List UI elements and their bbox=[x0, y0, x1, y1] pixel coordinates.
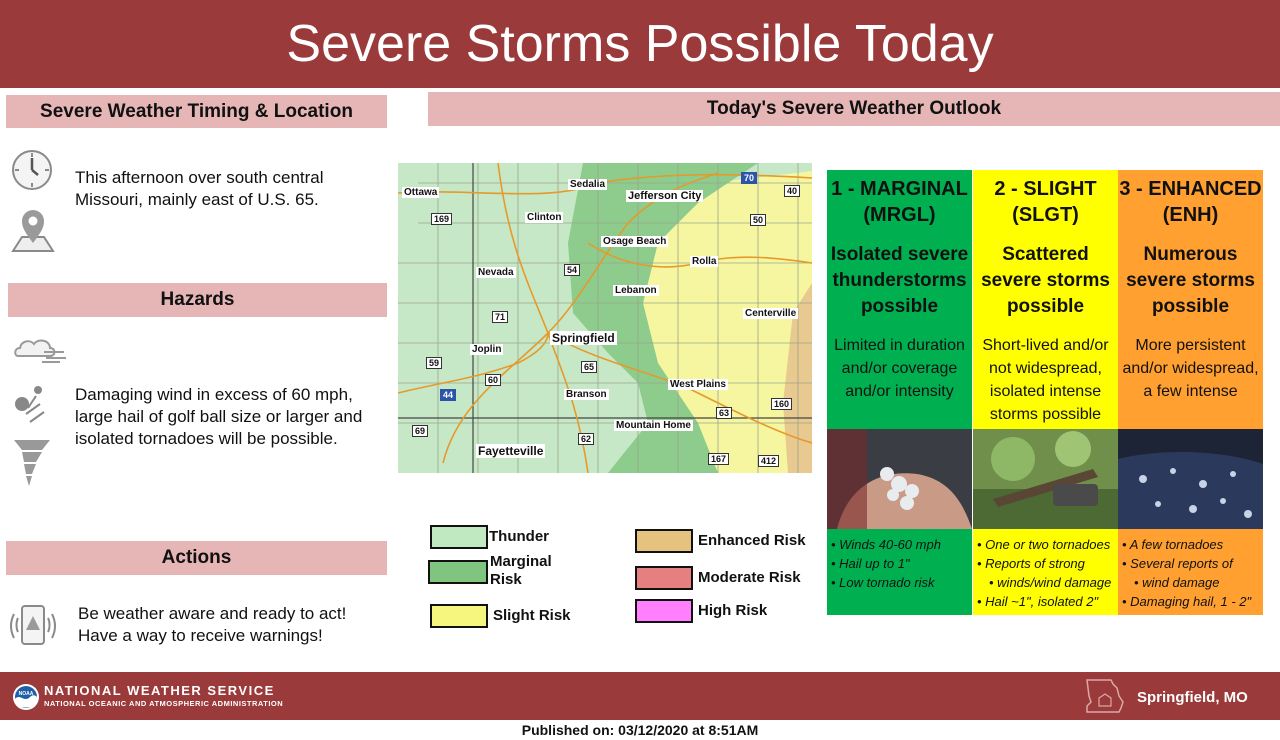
hazards-line-1: Damaging wind in excess of 60 mph, bbox=[75, 385, 353, 404]
timing-line-1: This afternoon over south central bbox=[75, 168, 324, 187]
map-shield-71: 71 bbox=[492, 311, 508, 323]
legend-swatch-slight bbox=[430, 604, 488, 628]
category-marginal-sub-2: and/or coverage bbox=[841, 360, 958, 377]
category-marginal-heading bbox=[827, 176, 972, 228]
category-enhanced-sub-1: More persistent bbox=[1135, 337, 1246, 354]
map-shield-44: 44 bbox=[440, 389, 456, 401]
actions-text bbox=[78, 603, 346, 647]
missouri-map-icon bbox=[1083, 676, 1127, 721]
category-slight-sub-3: isolated intense bbox=[989, 383, 1102, 400]
category-slight-desc-1: Scattered bbox=[1002, 244, 1089, 265]
noaa-logo-icon bbox=[12, 683, 40, 716]
category-enhanced bbox=[1118, 170, 1264, 615]
hail-damaged-car-photo bbox=[1118, 429, 1263, 529]
map-shield-167: 167 bbox=[708, 453, 729, 465]
map-shield-69: 69 bbox=[412, 425, 428, 437]
legend-swatch-enhanced bbox=[635, 529, 693, 553]
category-marginal-desc-2: thunderstorms bbox=[832, 270, 967, 291]
map-shield-412: 412 bbox=[758, 455, 779, 467]
category-slight-bullet-4: • Hail ~1", isolated 2" bbox=[977, 592, 1111, 611]
category-slight-heading bbox=[973, 176, 1118, 228]
office-location: Springfield, MO bbox=[1137, 689, 1248, 706]
map-label-fayetteville: Fayetteville bbox=[478, 444, 544, 458]
map-label-branson: Branson bbox=[566, 389, 607, 400]
category-slight-head-1: 2 - SLIGHT bbox=[994, 178, 1097, 200]
actions-heading: Actions bbox=[6, 541, 387, 575]
map-shield-160: 160 bbox=[771, 398, 792, 410]
phone-alert-icon bbox=[8, 600, 58, 650]
category-slight-bullet-3: • winds/wind damage bbox=[977, 573, 1111, 592]
map-label-springfield: Springfield bbox=[552, 331, 615, 345]
category-slight-bullet-1: • One or two tornadoes bbox=[977, 535, 1111, 554]
map-label-ottawa: Ottawa bbox=[404, 187, 438, 198]
published-date: Published on: 03/12/2020 at 8:51AM bbox=[521, 722, 759, 738]
map-shield-63: 63 bbox=[716, 407, 732, 419]
hazards-heading: Hazards bbox=[8, 283, 387, 317]
outlook-map bbox=[398, 163, 812, 473]
hazards-text bbox=[75, 384, 362, 450]
category-enhanced-sub-3: a few intense bbox=[1143, 383, 1238, 400]
category-marginal-bullets bbox=[827, 535, 941, 592]
legend-label-slight: Slight Risk bbox=[493, 607, 571, 624]
category-enhanced-head-2: (ENH) bbox=[1162, 204, 1219, 226]
footer-bar bbox=[0, 672, 1280, 720]
map-shield-50: 50 bbox=[750, 214, 766, 226]
category-marginal-sub-1: Limited in duration bbox=[834, 337, 965, 354]
map-label-jefferson-city: Jefferson City bbox=[628, 190, 702, 202]
map-label-west-plains: West Plains bbox=[670, 379, 726, 390]
category-slight-bullet-2: • Reports of strong bbox=[977, 554, 1111, 573]
category-enhanced-bullets bbox=[1118, 535, 1251, 611]
map-label-rolla: Rolla bbox=[692, 256, 717, 267]
category-marginal-head-1: 1 - MARGINAL bbox=[831, 178, 968, 200]
category-enhanced-desc-3: possible bbox=[1151, 296, 1230, 317]
category-enhanced-bullet-1: • A few tornadoes bbox=[1122, 535, 1251, 554]
category-slight-sub-2: not widespread, bbox=[989, 360, 1102, 377]
timing-text bbox=[75, 167, 324, 211]
map-shield-60: 60 bbox=[485, 374, 501, 386]
category-slight-detail bbox=[973, 334, 1118, 426]
legend-swatch-marginal bbox=[428, 560, 488, 584]
map-shield-40: 40 bbox=[784, 185, 800, 197]
category-slight bbox=[973, 170, 1119, 615]
hazards-line-2: large hail of golf ball size or larger and bbox=[75, 407, 363, 426]
map-label-sedalia: Sedalia bbox=[570, 179, 606, 190]
map-shield-62: 62 bbox=[578, 433, 594, 445]
fallen-tree-photo bbox=[973, 429, 1118, 529]
category-enhanced-bullet-4: • Damaging hail, 1 - 2" bbox=[1122, 592, 1251, 611]
map-label-centerville: Centerville bbox=[745, 308, 797, 319]
legend-swatch-thunder bbox=[430, 525, 488, 549]
category-marginal bbox=[827, 170, 973, 615]
legend-swatch-high bbox=[635, 599, 693, 623]
category-slight-desc-2: severe storms bbox=[981, 270, 1110, 291]
category-marginal-detail bbox=[827, 334, 972, 403]
category-enhanced-bullet-2: • Several reports of bbox=[1122, 554, 1251, 573]
legend-label-marginal bbox=[490, 553, 552, 589]
map-shield-65: 65 bbox=[581, 361, 597, 373]
legend-label-marginal-line-2: Risk bbox=[490, 571, 522, 588]
tornado-icon bbox=[12, 436, 52, 488]
legend-label-high: High Risk bbox=[698, 602, 768, 619]
map-label-mountain-home: Mountain Home bbox=[616, 420, 691, 431]
nws-title: NATIONAL WEATHER SERVICE bbox=[44, 683, 275, 698]
map-label-lebanon: Lebanon bbox=[615, 285, 657, 296]
legend-label-thunder: Thunder bbox=[489, 528, 549, 545]
timing-line-2: Missouri, mainly east of U.S. 65. bbox=[75, 190, 319, 209]
category-enhanced-description bbox=[1118, 242, 1263, 320]
category-enhanced-head-1: 3 - ENHANCED bbox=[1119, 178, 1262, 200]
map-label-osage-beach: Osage Beach bbox=[603, 236, 667, 247]
noaa-logo-text: NOAA bbox=[18, 691, 34, 697]
map-label-clinton: Clinton bbox=[527, 212, 562, 223]
category-marginal-head-2: (MRGL) bbox=[863, 204, 936, 226]
nws-subtitle: NATIONAL OCEANIC AND ATMOSPHERIC ADMINISTRATION bbox=[44, 699, 284, 708]
category-slight-description bbox=[973, 242, 1118, 320]
category-enhanced-heading bbox=[1118, 176, 1263, 228]
category-enhanced-sub-2: and/or widespread, bbox=[1122, 360, 1259, 377]
legend-label-marginal-line-1: Marginal bbox=[490, 553, 552, 570]
map-shield-59: 59 bbox=[426, 357, 442, 369]
page-title: Severe Storms Possible Today bbox=[0, 0, 1280, 88]
map-shield-169: 169 bbox=[431, 213, 452, 225]
legend-swatch-moderate bbox=[635, 566, 693, 590]
category-slight-desc-3: possible bbox=[1006, 296, 1085, 317]
category-slight-sub-1: Short-lived and/or bbox=[982, 337, 1109, 354]
category-enhanced-bullet-3: • wind damage bbox=[1122, 573, 1251, 592]
legend-label-enhanced: Enhanced Risk bbox=[698, 532, 806, 549]
category-marginal-bullet-3: • Low tornado risk bbox=[831, 573, 941, 592]
map-shield-70: 70 bbox=[741, 172, 757, 184]
category-marginal-sub-3: and/or intensity bbox=[845, 383, 954, 400]
category-enhanced-desc-2: severe storms bbox=[1126, 270, 1255, 291]
category-marginal-desc-1: Isolated severe bbox=[830, 244, 969, 265]
category-enhanced-detail bbox=[1118, 334, 1263, 403]
map-label-joplin: Joplin bbox=[472, 344, 502, 355]
category-slight-bullets bbox=[973, 535, 1111, 611]
outlook-heading: Today's Severe Weather Outlook bbox=[428, 92, 1280, 126]
actions-line-2: Have a way to receive warnings! bbox=[78, 626, 323, 645]
location-pin-icon bbox=[10, 205, 56, 255]
hail-in-hand-photo bbox=[827, 429, 972, 529]
category-marginal-desc-3: possible bbox=[860, 296, 939, 317]
category-enhanced-desc-1: Numerous bbox=[1143, 244, 1238, 265]
wind-icon bbox=[12, 334, 68, 366]
category-slight-sub-4: storms possible bbox=[989, 406, 1102, 423]
timing-heading: Severe Weather Timing & Location bbox=[6, 95, 387, 128]
map-shield-54: 54 bbox=[564, 264, 580, 276]
actions-line-1: Be weather aware and ready to act! bbox=[78, 604, 347, 623]
hail-icon bbox=[10, 382, 54, 428]
category-slight-head-2: (SLGT) bbox=[1012, 204, 1079, 226]
hazards-line-3: isolated tornadoes will be possible. bbox=[75, 429, 338, 448]
category-marginal-bullet-2: • Hail up to 1" bbox=[831, 554, 941, 573]
category-marginal-bullet-1: • Winds 40-60 mph bbox=[831, 535, 941, 554]
category-marginal-description bbox=[827, 242, 972, 320]
clock-icon bbox=[10, 148, 54, 192]
map-label-nevada: Nevada bbox=[478, 267, 514, 278]
legend-label-moderate: Moderate Risk bbox=[698, 569, 801, 586]
